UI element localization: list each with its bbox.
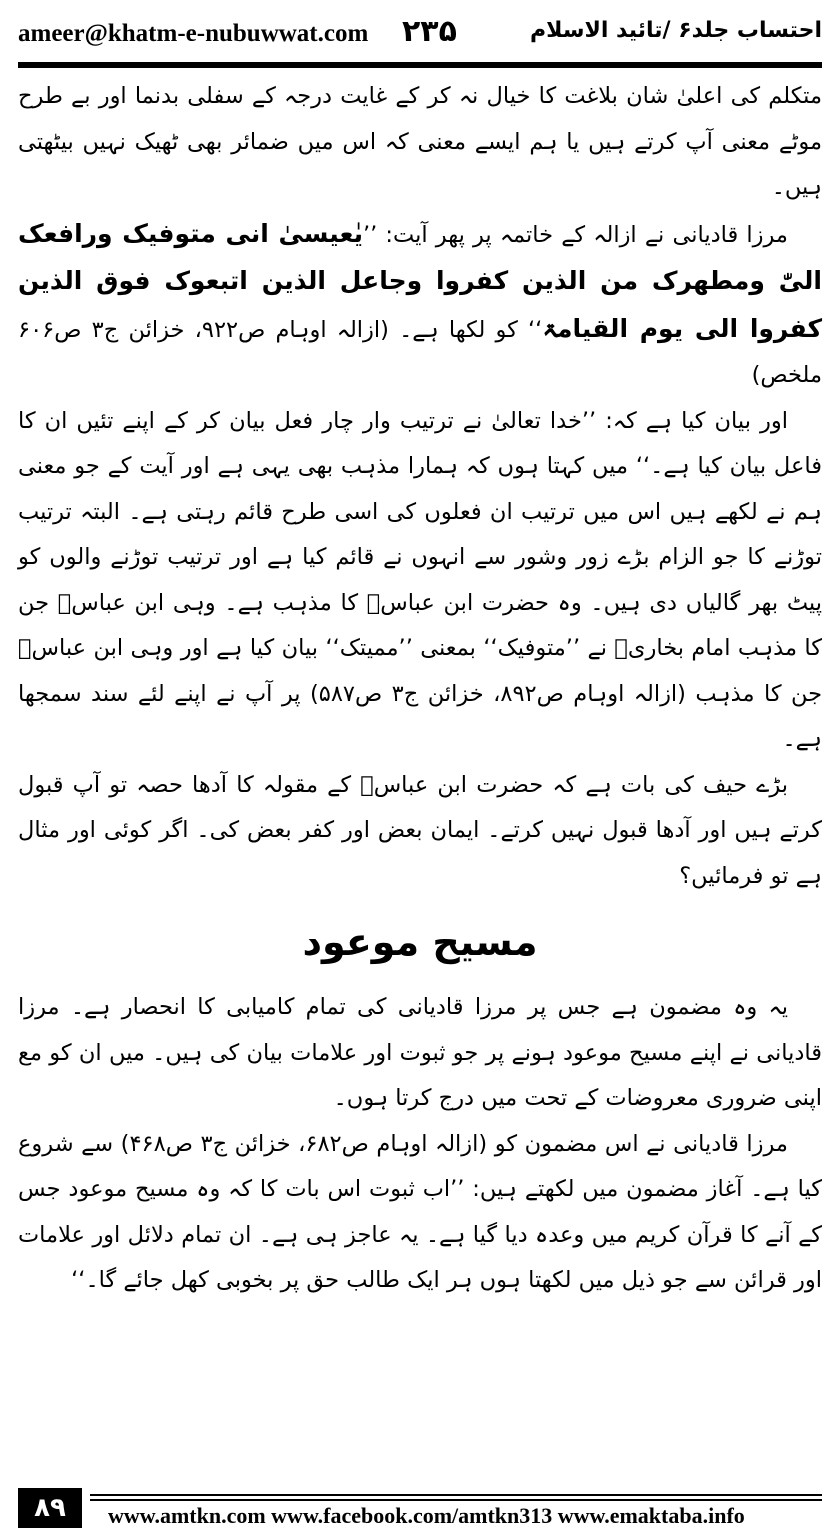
paragraph-text: ‘‘ کو لکھا ہے۔ (ازالہ اوہام ص۹۲۲، خزائن ج۳ ص۶۰۶ ملخص) (18, 316, 822, 388)
footer-rule (90, 1499, 822, 1501)
paragraph: متکلم کی اعلیٰ شان بلاغت کا خیال نہ کر کے غایت درجہ کے سفلی بدنما اور بے طرح موٹے معنی آپ کرتے ہیں یا ہم ایسے معنی کہ اس میں ضمائر بھی ٹھیک نہیں بیٹھتی ہیں۔ (18, 83, 822, 200)
quran-verse: یٰعیسیٰ انی متوفیک ورافعک الیّٰ ومطھرک من الذین کفروا وجاعل الذین اتبعوک فوق الذین کفروا الی یوم القیامۃ (18, 218, 823, 343)
footer-page-number: ۸۹ (18, 1488, 82, 1528)
page-header (18, 14, 822, 58)
header-rule (18, 62, 822, 68)
paragraph-text: مرزا قادیانی نے ازالہ کے خاتمہ پر پھر آیت: ’’ (362, 221, 788, 248)
footer-urls: www.amtkn.com www.facebook.com/amtkn313 www.emaktaba.info (108, 1503, 745, 1528)
paragraph: اور بیان کیا ہے کہ: ’’خدا تعالیٰ نے ترتیب وار چار فعل بیان کر کے اپنے تئیں ان کا فاعل بیان کیا ہے۔‘‘ میں کہتا ہوں کہ ہمارا مذہب بھی یہی ہے اور آیت کے جو معنی ہم نے لکھے ہیں اس میں ترتیب ان فعلوں کی اسی طرح قائم رہتی ہے۔ البتہ ترتیب توڑنے کا جو الزام بڑے زور وشور سے انہوں نے قائم کیا ہے اور ترتیب توڑنے والوں کو پیٹ بھر گالیاں دی ہیں۔ وہ حضرت ابن عباسؓ کا مذہب ہے۔ وہی ابن عباسؓ جن کا مذہب امام بخاریؒ نے ’’متوفیک‘‘ بمعنی ’’ممیتک‘‘ بیان کیا ہے اور وہی ابن عباسؓ جن کا مذہب (ازالہ اوہام ص۸۹۲، خزائن ج۳ ص۵۸۷) پر آپ نے اپنے لئے سند سمجھا ہے۔ (18, 407, 822, 752)
paragraph: یہ وہ مضمون ہے جس پر مرزا قادیانی کی تمام کامیابی کا انحصار ہے۔ مرزا قادیانی نے اپنے مسیح موعود ہونے پر جو ثبوت اور علامات بیان کی ہیں۔ میں ان کو مع اپنی ضروری معروضات کے تحت میں درج کرتا ہوں۔ (18, 994, 822, 1111)
section-heading: مسیح موعود (302, 920, 538, 964)
footer-rule (90, 1494, 822, 1496)
header-page-number: ۲۳۵ (402, 14, 457, 49)
page-footer (18, 1488, 822, 1530)
page-body (18, 74, 822, 1304)
paragraph: بڑے حیف کی بات ہے کہ حضرت ابن عباسؓ کے مقولہ کا آدھا حصہ تو آپ قبول کرتے ہیں اور آدھا قبول نہیں کرتے۔ ایمان بعض اور کفر بعض کی۔ اگر کوئی اور مثال ہے تو فرمائیں؟ (18, 771, 822, 889)
header-email: ameer@khatm-e-nubuwwat.com (18, 20, 369, 47)
paragraph (18, 211, 822, 399)
paragraph: مرزا قادیانی نے اس مضمون کو (ازالہ اوہام ص۶۸۲، خزائن ج۳ ص۴۶۸) سے شروع کیا ہے۔ آغاز مضمون میں لکھتے ہیں: ’’اب ثبوت اس بات کا کہ وہ مسیح موعود جس کے آنے کا قرآن کریم میں وعدہ دیا گیا ہے۔ یہ عاجز ہی ہے۔ ان تمام دلائل اور علامات اور قرائن سے جو ذیل میں لکھتا ہوں ہر ایک طالب حق پر بخوبی کھل جائے گا۔‘‘ (18, 1130, 822, 1293)
header-book-title: احتساب جلد۶ /تائید الاسلام (530, 18, 822, 43)
